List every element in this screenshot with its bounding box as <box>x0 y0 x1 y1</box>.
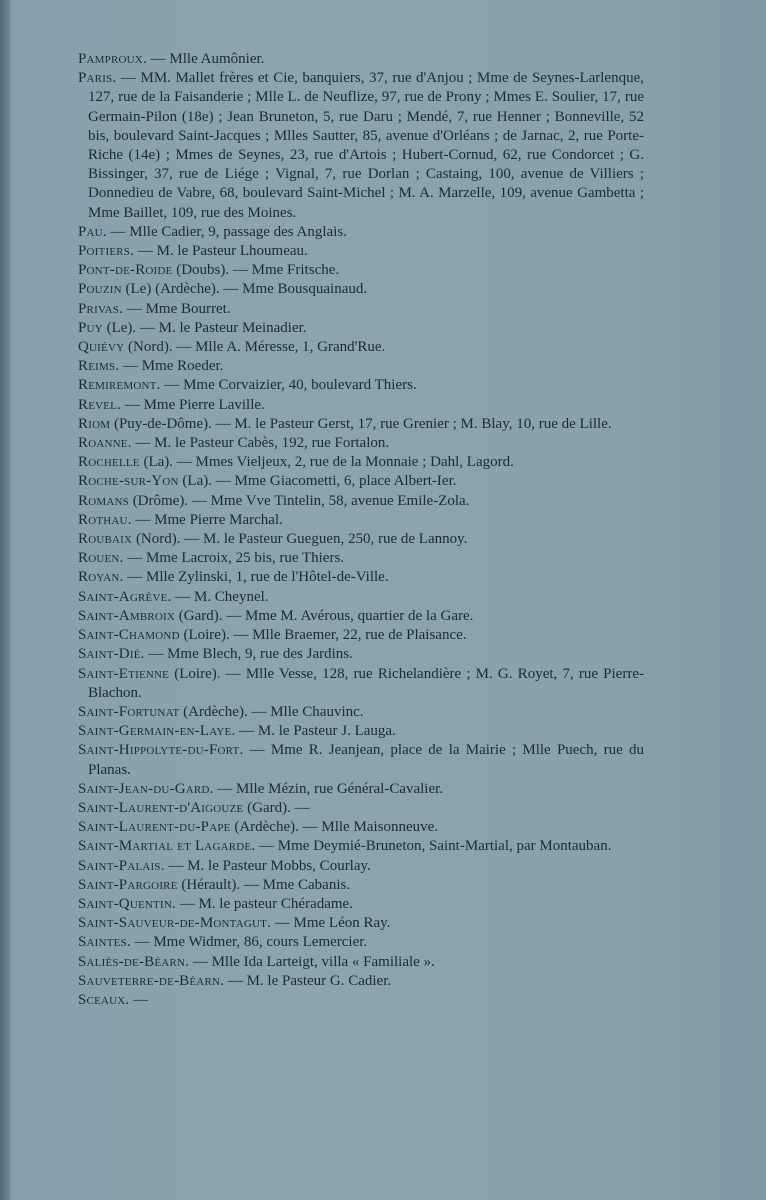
place-name: Romans <box>78 492 129 509</box>
place-name: Saint-Laurent-du-Pape <box>78 819 231 836</box>
place-name: Saint-Chamond <box>78 627 180 644</box>
place-name: Pamproux. <box>78 51 147 67</box>
entry-pouzin <box>78 280 644 299</box>
directory-list <box>78 50 644 1010</box>
entry-text: — M. Cheynel. <box>171 588 269 605</box>
entry-saint-etienne <box>78 665 644 703</box>
place-name: Saint-Quentin. <box>78 895 176 912</box>
entry-text: — M. le pasteur Chéradame. <box>175 895 353 912</box>
entry-text: — Mme Blech, 9, rue des Jardins. <box>144 646 353 663</box>
entry-roanne <box>78 434 644 453</box>
place-name: Saliès-de-Béarn. <box>78 953 190 970</box>
entry-text: — M. le Pasteur Lhoumeau. <box>134 243 308 260</box>
entry-revel <box>78 396 644 415</box>
entry-saint-jean-du-gard <box>78 780 644 799</box>
entry-text: — Mme Pierre Marchal. <box>131 511 283 528</box>
place-name: Riom <box>78 415 111 432</box>
entry-royan <box>78 568 644 587</box>
entry-saint-martial <box>78 837 644 856</box>
place-name: Paris. <box>78 70 117 87</box>
entry-puy <box>78 319 644 338</box>
entry-text: — Mlle Zylinski, 1, rue de l'Hôtel-de-Ville. <box>123 569 389 586</box>
entry-saintes <box>78 933 644 952</box>
entry-roche-sur-yon <box>78 472 644 491</box>
entry-saint-laurent-d-aigouze <box>78 799 644 818</box>
entry-remiremont <box>78 376 644 395</box>
entry-saint-quentin <box>78 895 644 914</box>
entry-text: — M. le Pasteur Mobbs, Courlay. <box>164 857 371 874</box>
entry-romans <box>78 492 644 511</box>
entry-text: (Ardèche). — Mlle Maisonneuve. <box>230 819 439 836</box>
place-name: Saint-Hippolyte-du-Fort. <box>78 742 244 759</box>
entry-text: (La). — Mme Giacometti, 6, place Albert-Ier. <box>178 473 457 490</box>
entry-text: (Doubs). — Mme Fritsche. <box>172 262 340 279</box>
entry-saint-pargoire <box>78 876 644 895</box>
entry-saint-die <box>78 645 644 664</box>
place-name: Remiremont. <box>78 377 161 394</box>
entry-saint-palais <box>78 857 644 876</box>
entry-pau <box>78 223 644 242</box>
place-name: Saint-Sauveur-de-Montagut. <box>78 915 271 932</box>
entry-reims <box>78 357 644 376</box>
entry-saint-sauveur-de-montagut <box>78 914 644 933</box>
entry-rothau <box>78 511 644 530</box>
entry-poitiers <box>78 242 644 261</box>
entry-text: (Drôme). — Mme Vve Tintelin, 58, avenue Emile-Zola. <box>128 492 470 509</box>
place-name: Revel. <box>78 396 122 413</box>
entry-text: (La). — Mmes Vieljeux, 2, rue de la Monnaie ; Dahl, Lagord. <box>139 454 514 471</box>
entry-privas <box>78 300 644 319</box>
entry-saint-agreve <box>78 588 644 607</box>
entry-text: (Ardèche). — Mlle Chauvinc. <box>179 703 364 720</box>
entry-text: — Mme Lacroix, 25 bis, rue Thiers. <box>123 550 345 567</box>
entry-text: — Mlle Aumônier. <box>146 51 265 67</box>
entry-text: — M. le Pasteur G. Cadier. <box>224 972 392 989</box>
entry-text: (Nord). — Mlle A. Méresse, 1, Grand'Rue. <box>124 339 386 356</box>
entry-text: — Mlle Ida Larteigt, villa « Familiale ». <box>189 953 435 970</box>
entry-paris <box>78 69 644 223</box>
entry-riom <box>78 415 644 434</box>
place-name: Sauveterre-de-Béarn. <box>78 972 225 989</box>
place-name: Roubaix <box>78 531 133 548</box>
entry-pont-de-roide <box>78 261 644 280</box>
entry-pamproux <box>78 50 644 69</box>
place-name: Saint-Fortunat <box>78 703 180 720</box>
entry-quievy <box>78 338 644 357</box>
entry-saint-fortunat <box>78 703 644 722</box>
entry-text: — Mlle Mézin, rue Général-Cavalier. <box>213 780 444 797</box>
place-name: Saint-Pargoire <box>78 876 178 893</box>
entry-saint-ambroix <box>78 607 644 626</box>
entry-text: — Mme Léon Ray. <box>271 915 391 932</box>
place-name: Saint-Dié. <box>78 646 145 663</box>
place-name: Rouen. <box>78 550 124 567</box>
entry-text: — <box>129 991 149 1008</box>
place-name: Rothau. <box>78 511 132 528</box>
entry-roubaix <box>78 530 644 549</box>
entry-saint-chamond <box>78 626 644 645</box>
entry-sceaux <box>78 991 644 1010</box>
place-name: Saint-Agrève. <box>78 588 172 605</box>
place-name: Quiévy <box>78 339 125 356</box>
entry-text: (Gard). — <box>243 799 310 816</box>
place-name: Saintes. <box>78 934 131 951</box>
place-name: Saint-Ambroix <box>78 607 176 624</box>
place-name: Poitiers. <box>78 243 135 260</box>
entry-text: — Mme Roeder. <box>119 358 224 375</box>
place-name: Privas. <box>78 300 124 317</box>
place-name: Saint-Palais. <box>78 857 165 874</box>
place-name: Saint-Etienne <box>78 665 170 682</box>
entry-saint-laurent-du-pape <box>78 818 644 837</box>
place-name: Pouzin <box>78 281 122 298</box>
entry-sauveterre-de-bearn <box>78 972 644 991</box>
entry-text: — Mme R. Jeanjean, place de la Mairie ; Mlle Puech, rue du Planas. <box>88 742 644 778</box>
place-name: Saint-Martial et Lagarde. <box>78 838 256 855</box>
entry-text: (Le). — M. le Pasteur Meinadier. <box>102 319 307 336</box>
entry-text: — Mme Pierre Laville. <box>121 396 265 413</box>
entry-saint-germain-en-laye <box>78 722 644 741</box>
place-name: Royan. <box>78 569 124 586</box>
entry-text: — Mme Widmer, 86, cours Lemercier. <box>130 934 368 951</box>
entry-rouen <box>78 549 644 568</box>
entry-text: — Mme Deymié-Bruneton, Saint-Martial, par Montauban. <box>255 838 612 855</box>
entry-text: (Hérault). — Mme Cabanis. <box>177 876 351 893</box>
entry-saint-hippolyte-du-fort <box>78 741 644 779</box>
place-name: Pau. <box>78 223 107 240</box>
entry-text: — MM. Mallet frères et Cie, banquiers, 37, rue d'Anjou ; Mme de Seynes-Larlenque, 127, rue de la Faisanderie ; Mlle L. de Neuflize, 97, rue de Prony ; Mmes E. Soulier, 17, rue Germain-Pilon (18e) ; Jean Bruneton, 5, rue Daru ; Mendé, 7, rue Henner ; Bonneville, 52 bis, boulevard Saint-Jacques ; Mlles Sautter, 85, avenue d'Orléans ; de Jarnac, 2, rue Porte-Riche (14e) ; Mmes de Seynes, 23, rue d'Artois ; Hubert-Cornud, 62, rue Condorcet ; G. Bissinger, 37, rue de Liége ; Vignal, 7, rue Dorlan ; Castaing, 100, avenue de Villiers ; Donnedieu de Vabre, 68, boulevard Saint-Michel ; M. A. Marzelle, 109, avenue Gambetta ; Mme Baillet, 109, rue des Moines. <box>88 70 644 221</box>
place-name: Pont-de-Roide <box>78 262 173 279</box>
entry-rochelle <box>78 453 644 472</box>
place-name: Roanne. <box>78 435 132 452</box>
place-name: Sceaux. <box>78 991 130 1008</box>
place-name: Saint-Jean-du-Gard. <box>78 780 214 797</box>
entry-text: — Mlle Cadier, 9, passage des Anglais. <box>106 223 347 240</box>
entry-text: (Nord). — M. le Pasteur Gueguen, 250, rue de Lannoy. <box>132 531 468 548</box>
entry-text: — Mme Bourret. <box>123 300 231 317</box>
place-name: Saint-Germain-en-Laye. <box>78 723 236 740</box>
entry-text: — M. le Pasteur Cabès, 192, rue Fortalon. <box>131 435 390 452</box>
entry-text: (Loire). — Mlle Vesse, 128, rue Richelandière ; M. G. Royet, 7, rue Pierre-Blachon. <box>88 665 644 701</box>
entry-text: (Loire). — Mlle Braemer, 22, rue de Plaisance. <box>179 627 467 644</box>
entry-text: (Puy-de-Dôme). — M. le Pasteur Gerst, 17, rue Grenier ; M. Blay, 10, rue de Lille. <box>110 415 612 432</box>
entry-salies-de-bearn <box>78 953 644 972</box>
place-name: Rochelle <box>78 454 140 471</box>
place-name: Saint-Laurent-d'Aigouze <box>78 799 244 816</box>
entry-text: — M. le Pasteur J. Lauga. <box>235 723 396 740</box>
place-name: Roche-sur-Yon <box>78 473 179 490</box>
place-name: Reims. <box>78 358 120 375</box>
entry-text: (Gard). — Mme M. Avérous, quartier de la Gare. <box>175 607 474 624</box>
entry-text: (Le) (Ardèche). — Mme Bousquainaud. <box>121 281 368 298</box>
place-name: Puy <box>78 319 103 336</box>
entry-text: — Mme Corvaizier, 40, boulevard Thiers. <box>160 377 417 394</box>
